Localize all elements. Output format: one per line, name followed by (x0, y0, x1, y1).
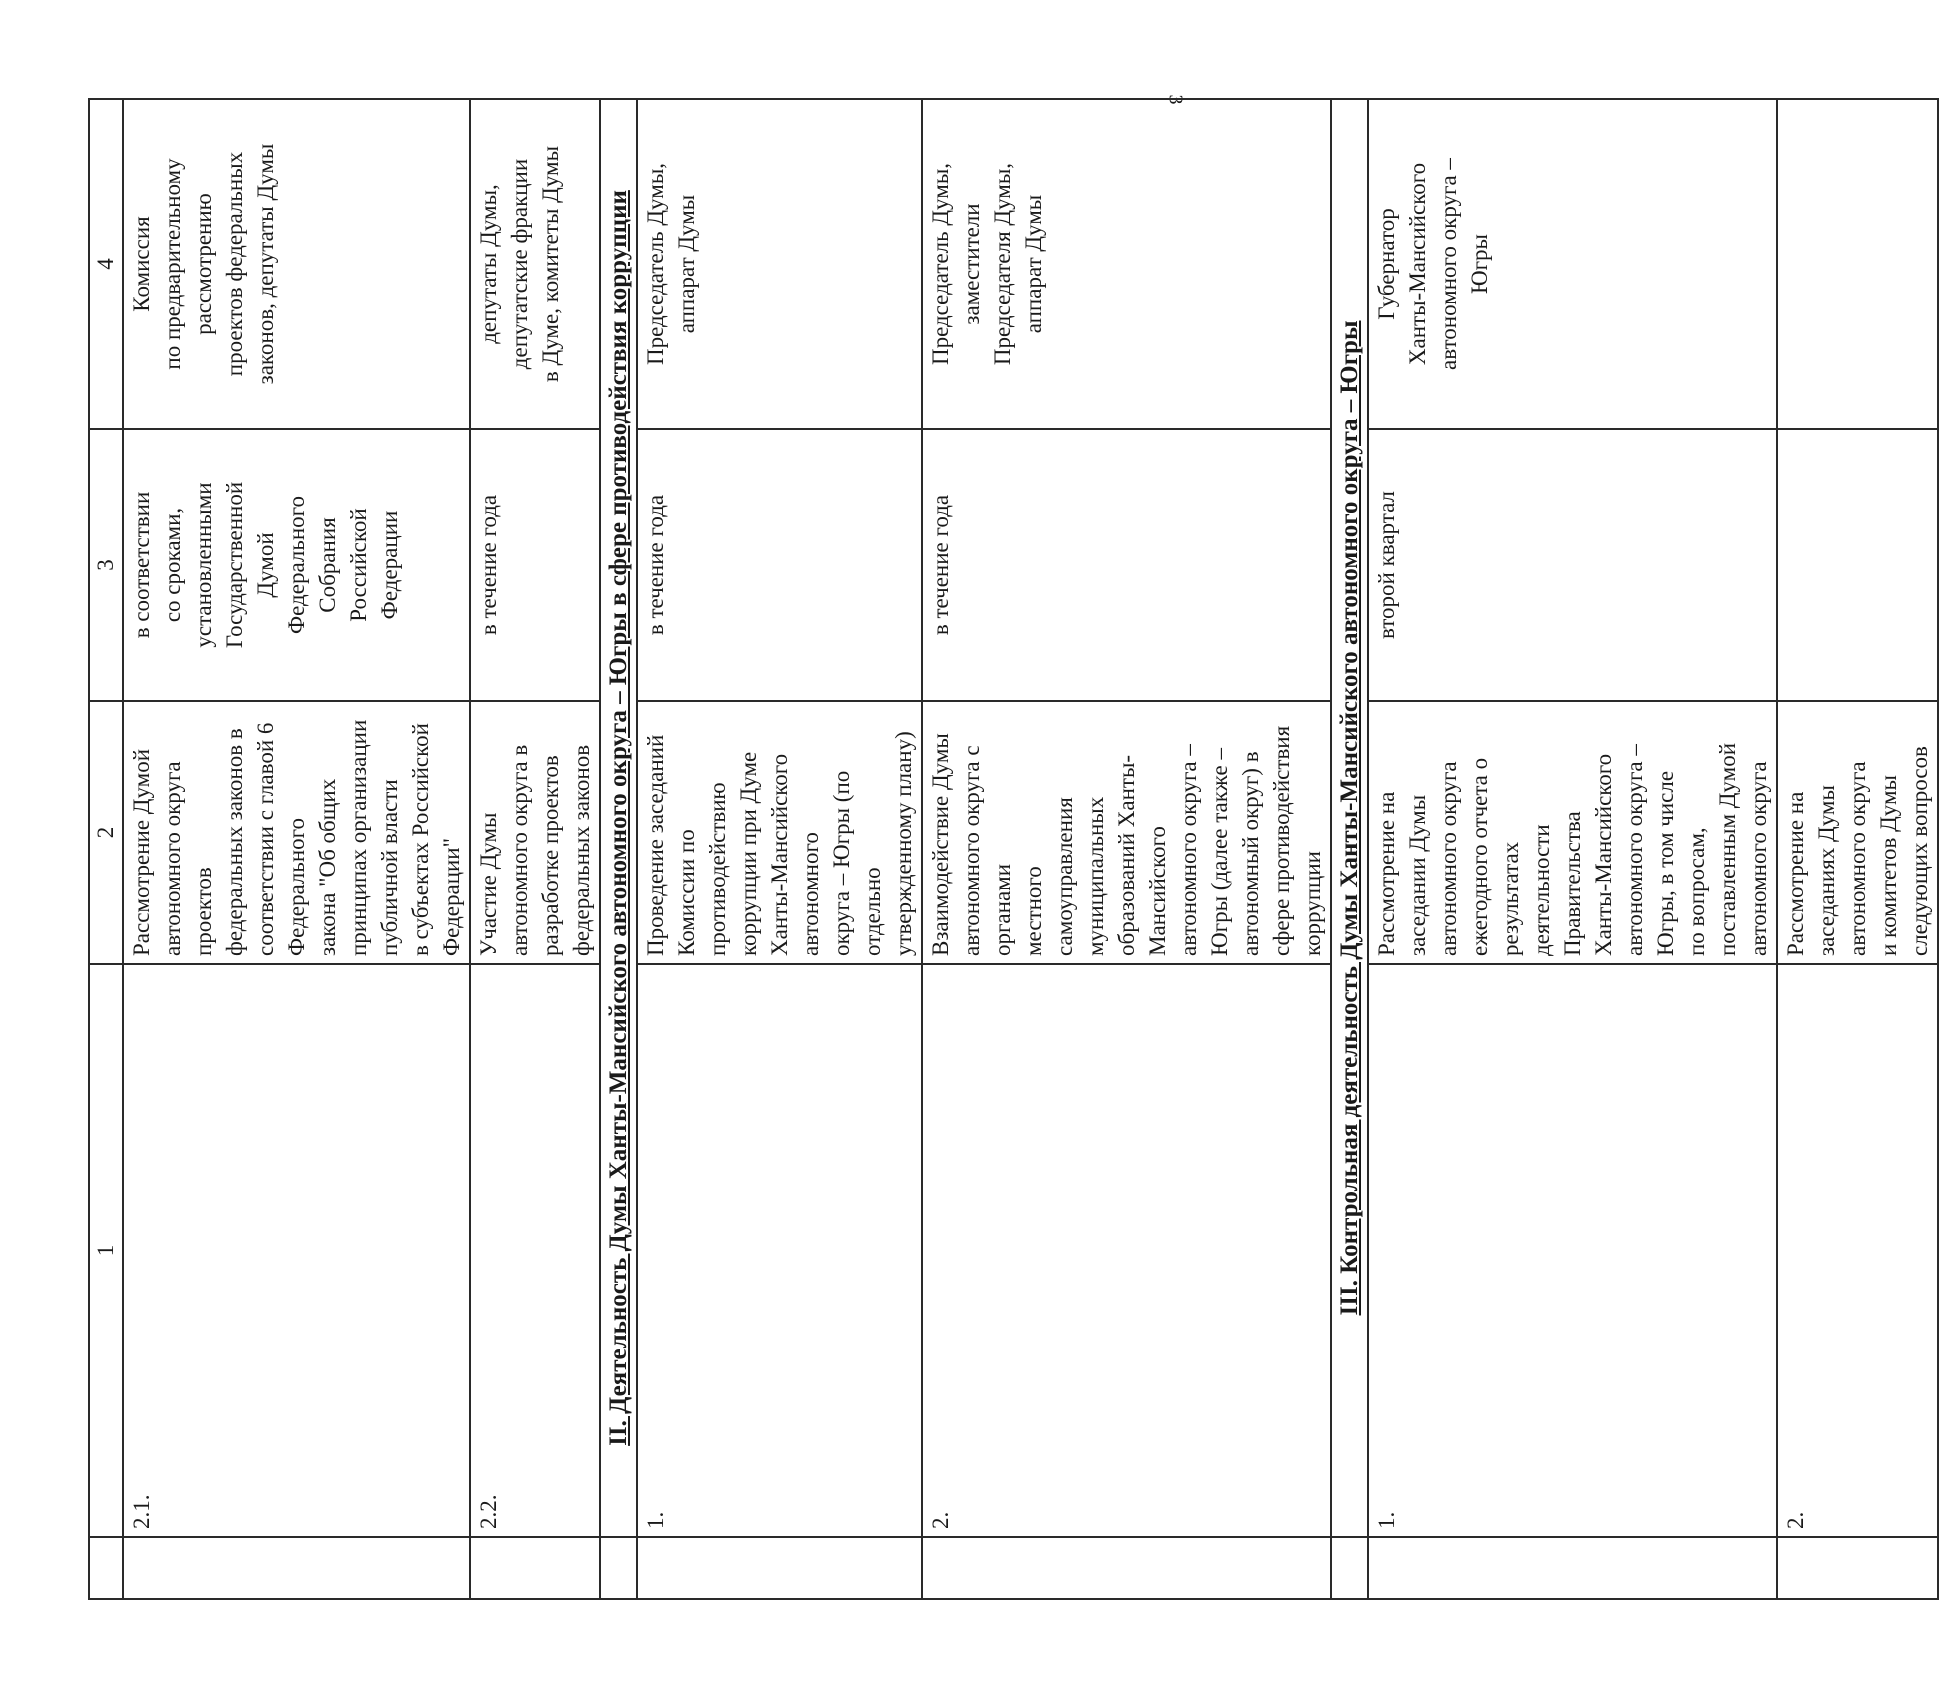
item-description-line: Ханты-Мансийского автономного округа – Югры, в том числе (1591, 744, 1678, 956)
item-responsible (1368, 99, 1777, 429)
item-description-line: автономный округ) в сфере противодействия коррупции (1238, 725, 1325, 956)
table-row (1777, 99, 1938, 1599)
column-header-row (89, 99, 123, 1599)
item-term-line: Собрания (315, 517, 340, 613)
section-title: II. Деятельность Думы Ханты-Мансийского автономного округа – Югры в сфере противодействия коррупции (600, 99, 637, 1537)
item-description-line: Мансийского автономного округа – Югры (далее также – (1145, 744, 1232, 956)
row-spacer-cell (1777, 1537, 1938, 1599)
table-row (123, 99, 470, 1599)
item-term (637, 429, 922, 701)
item-term-line: в соответствии (129, 491, 154, 639)
item-term-line: в течение года (643, 494, 668, 636)
item-responsible-line: проектов федеральных (222, 151, 247, 377)
column-header-1: 1 (89, 964, 123, 1537)
item-term-line: Государственной (222, 481, 247, 649)
item-responsible-line: Председателя Думы, (990, 162, 1015, 366)
table-row (470, 99, 600, 1599)
item-term-line: Российской (346, 508, 371, 622)
section-spacer-cell (1331, 1537, 1368, 1599)
item-term-line: установленными (191, 482, 216, 648)
item-description (1368, 701, 1777, 964)
item-term (1777, 429, 1938, 701)
item-responsible-line: Ханты-Мансийского (1405, 162, 1430, 366)
item-responsible-line: аппарат Думы (1021, 194, 1046, 334)
item-responsible-line: рассмотрению (191, 193, 216, 335)
item-description (1777, 701, 1938, 964)
item-description-line: Рассмотрение на заседании Думы автономного округа (1374, 761, 1461, 956)
item-number: 1. (637, 964, 922, 1537)
item-number: 2. (922, 964, 1331, 1537)
item-responsible (123, 99, 470, 429)
item-number: 1. (1368, 964, 1777, 1537)
item-term-line: Федерального (284, 495, 309, 635)
item-term (470, 429, 600, 701)
section-row (1331, 99, 1368, 1599)
plan-table (88, 98, 1939, 1600)
table-row (922, 99, 1331, 1599)
row-spacer-cell (1368, 1537, 1777, 1599)
column-header-4: 4 (89, 99, 123, 429)
item-responsible-line: в Думе, комитеты Думы (538, 145, 563, 383)
item-description (470, 701, 600, 964)
item-responsible-line: депутатские фракции (507, 158, 532, 370)
item-description-line: ежегодного отчета о результатах деятельности Правительства (1467, 757, 1585, 956)
item-responsible-line: Комиссия (129, 216, 154, 312)
item-responsible (1777, 99, 1938, 429)
item-number: 2.1. (123, 964, 470, 1537)
item-description (922, 701, 1331, 964)
item-description-line: Рассмотрение на заседаниях Думы автономного округа (1783, 761, 1870, 956)
item-responsible-line: Губернатор (1374, 208, 1399, 320)
item-responsible-line: Югры (1467, 233, 1492, 295)
item-description-line: закона "Об общих принципах организации публичной власти (315, 719, 402, 956)
item-term (922, 429, 1331, 701)
item-term-line: в течение года (476, 494, 501, 636)
item-description-line: Рассмотрение Думой автономного округа проектов (129, 748, 216, 956)
item-description-line: и комитетов Думы следующих вопросов (1876, 746, 1932, 956)
item-responsible-line: депутаты Думы, (476, 184, 501, 344)
section-spacer-cell (600, 1537, 637, 1599)
item-term-line: Думой (253, 532, 278, 598)
row-spacer-cell (470, 1537, 600, 1599)
item-description-line: Участие Думы автономного округа в разработке проектов (476, 744, 563, 956)
item-description-line: местного самоуправления муниципальных образований Ханты- (1021, 754, 1139, 956)
item-description (637, 701, 922, 964)
item-description-line: округа – Югры (по отдельно утвержденному плану) (829, 731, 916, 956)
item-description-line: коррупции при Думе Ханты-Мансийского автономного (736, 751, 823, 956)
section-row (600, 99, 637, 1599)
item-term-line: со сроками, (160, 507, 185, 623)
plan-table-body (89, 99, 1938, 1599)
item-description-line: в субъектах Российской Федерации" (408, 723, 464, 956)
item-description (123, 701, 470, 964)
item-responsible (922, 99, 1331, 429)
item-description-line: по вопросам, поставленным Думой автономного округа (1684, 743, 1771, 956)
item-responsible (470, 99, 600, 429)
rotated-table-frame (88, 100, 1932, 1600)
page-number: 3 (1164, 94, 1187, 105)
row-spacer-cell (123, 1537, 470, 1599)
item-responsible-line: автономного округа – (1436, 158, 1461, 370)
row-spacer-cell (637, 1537, 922, 1599)
item-responsible-line: Председатель Думы, (928, 162, 953, 366)
item-description-line: федеральных законов (569, 744, 594, 956)
table-row (1368, 99, 1777, 1599)
column-header-3: 3 (89, 429, 123, 701)
table-row (637, 99, 922, 1599)
item-description-line: федеральных законов в соответствии с главой 6 Федерального (222, 722, 309, 956)
item-responsible-line: Председатель Думы, (643, 162, 668, 366)
item-term-line: Федерации (377, 510, 402, 620)
item-responsible (637, 99, 922, 429)
item-number: 2. (1777, 964, 1938, 1537)
section-title: III. Контрольная деятельность Думы Ханты-Мансийского автономного округа – Югры (1331, 99, 1368, 1537)
item-responsible-line: по предварительному (160, 158, 185, 370)
item-responsible-line: законов, депутаты Думы (253, 143, 278, 385)
item-description-line: Проведение заседаний Комиссии по противодействию (643, 734, 730, 956)
item-term (123, 429, 470, 701)
item-number: 2.2. (470, 964, 600, 1537)
item-description-line: Взаимодействие Думы автономного округа с органами (928, 733, 1015, 956)
row-spacer-cell (922, 1537, 1331, 1599)
column-header-2: 2 (89, 701, 123, 964)
item-term-line: второй квартал (1374, 491, 1399, 639)
item-term-line: в течение года (928, 494, 953, 636)
item-responsible-line: аппарат Думы (674, 194, 699, 334)
item-responsible-line: заместители (959, 203, 984, 325)
item-term (1368, 429, 1777, 701)
